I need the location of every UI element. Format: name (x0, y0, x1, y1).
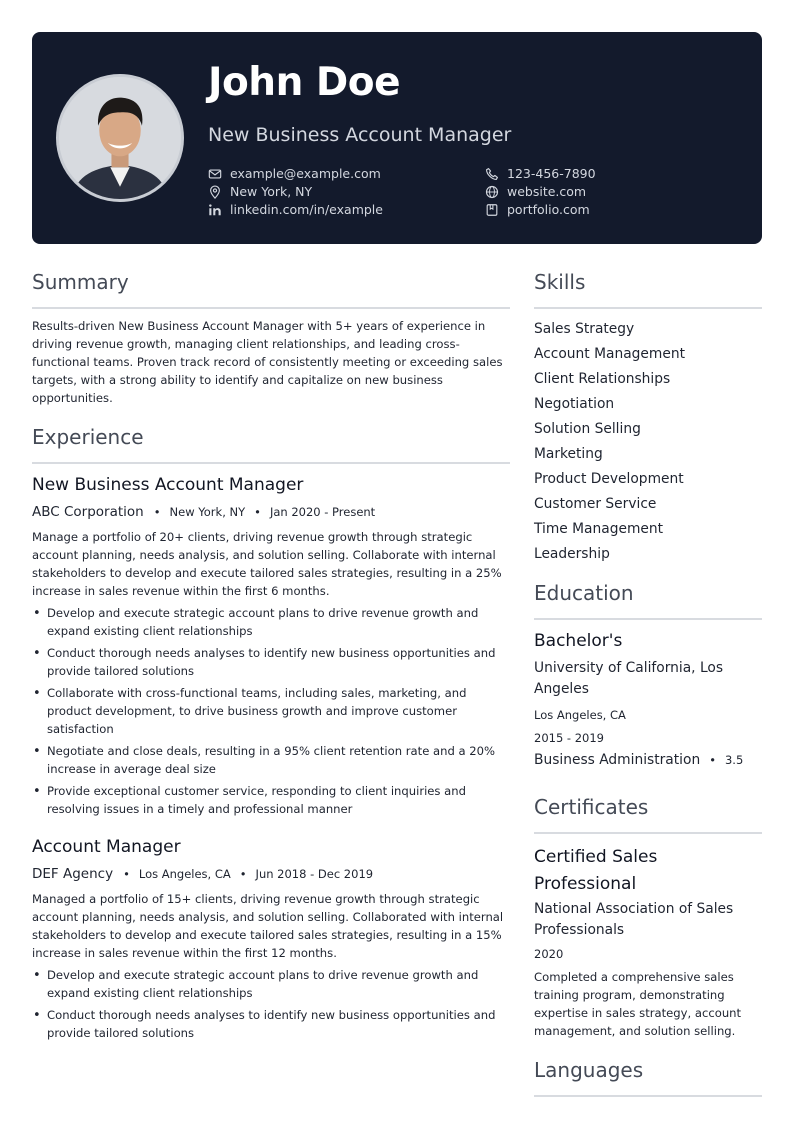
list-item: • Negotiate and close deals, resulting in a 95% client retention rate and a 20% increase in average deal size (32, 742, 512, 778)
education-school: University of California, Los Angeles (534, 660, 724, 697)
list-item: • Develop and execute strategic account plans to drive revenue growth and expand existing client relationships (32, 604, 512, 640)
map-pin-icon (208, 185, 222, 199)
list-item: • Conduct thorough needs analyses to identify new business opportunities and provide tailored solutions (32, 1006, 512, 1042)
linkedin-icon (208, 203, 222, 217)
job-title: New Business Account Manager (32, 475, 304, 495)
skill-item: Customer Service (534, 496, 657, 512)
education-divider (534, 618, 762, 620)
skill-item: Client Relationships (534, 371, 671, 387)
resume-header (32, 32, 762, 244)
education-dates: 2015 - 2019 (534, 731, 604, 745)
skill-item: Leadership (534, 546, 610, 562)
job-dates: Jun 2018 - Dec 2019 (255, 867, 374, 881)
globe-icon (485, 185, 499, 199)
email-text: example@example.com (230, 166, 381, 181)
contact-email[interactable] (208, 166, 381, 181)
location-text: New York, NY (230, 184, 313, 199)
job-meta (32, 866, 373, 882)
portfolio-icon (485, 203, 499, 217)
meta-separator: • (709, 753, 716, 767)
website-text: website.com (507, 184, 587, 199)
skill-item: Marketing (534, 446, 603, 462)
job-title: Account Manager (32, 837, 181, 857)
contact-website[interactable] (485, 184, 586, 199)
person-photo-icon (59, 77, 181, 199)
contact-portfolio[interactable] (485, 202, 590, 217)
contact-linkedin[interactable] (208, 202, 383, 217)
skills-list (534, 317, 685, 567)
meta-separator: • (123, 867, 130, 881)
languages-divider (534, 1095, 762, 1097)
avatar (56, 74, 184, 202)
job-company: ABC Corporation (32, 504, 144, 520)
meta-separator: • (153, 505, 161, 519)
skill-item: Solution Selling (534, 421, 641, 437)
certificates-divider (534, 832, 762, 834)
phone-text: 123-456-7890 (507, 166, 596, 181)
contact-phone[interactable] (485, 166, 596, 181)
languages-heading: Languages (534, 1058, 644, 1082)
linkedin-text: linkedin.com/in/example (230, 202, 383, 217)
skill-item: Account Management (534, 346, 685, 362)
skill-item: Product Development (534, 471, 684, 487)
education-field-row (534, 752, 743, 768)
experience-divider (32, 462, 510, 464)
certificate-year: 2020 (534, 947, 564, 961)
portfolio-text: portfolio.com (507, 202, 590, 217)
summary-text: Results-driven New Business Account Manager with 5+ years of experience in driving revenue growth, managing client relationships, and leading cross-functional teams. Proven track record of consistently meeting or exceeding sales targets, with a strong ability to identify and capitalize on new business opportunities. (32, 319, 503, 405)
certificates-heading: Certificates (534, 795, 649, 819)
education-heading: Education (534, 581, 634, 605)
candidate-name: John Doe (208, 60, 401, 105)
certificate-description: Completed a comprehensive sales training program, demonstrating expertise in sales strategy, account management, and solution selling. (534, 970, 742, 1038)
skill-item: Time Management (534, 521, 664, 537)
job-location: Los Angeles, CA (138, 867, 231, 881)
skills-heading: Skills (534, 270, 586, 294)
education-degree: Bachelor's (534, 631, 623, 651)
list-item: • Conduct thorough needs analyses to identify new business opportunities and provide tailored solutions (32, 644, 512, 680)
job-bullets (32, 604, 512, 822)
job-company: DEF Agency (32, 866, 114, 882)
experience-heading: Experience (32, 425, 144, 449)
job-location: New York, NY (169, 505, 246, 519)
education-field: Business Administration (534, 752, 701, 768)
meta-separator: • (239, 867, 247, 881)
job-description: Managed a portfolio of 15+ clients, driving revenue growth through strategic account planning, needs analysis, and solution selling. Collaborated with internal stakeholders to develop and execute tailored sales strategies, resulting in a 15% increase in sales revenue within the first 12 months. (32, 892, 504, 960)
job-description: Manage a portfolio of 20+ clients, driving revenue growth through strategic account planning, needs analysis, and solution selling. Collaborate with internal stakeholders to develop and execute tailored sales strategies, resulting in a 25% increase in sales revenue within the first 6 months. (32, 530, 502, 598)
list-item: • Provide exceptional customer service, responding to client inquiries and resolving issues in a timely and professional manner (32, 782, 512, 818)
list-item: • Collaborate with cross-functional teams, including sales, marketing, and product development, to drive business growth and improve customer satisfaction (32, 684, 512, 738)
candidate-title: New Business Account Manager (208, 124, 512, 146)
job-dates: Jan 2020 - Present (269, 505, 376, 519)
skills-divider (534, 307, 762, 309)
summary-heading: Summary (32, 270, 129, 294)
profile-photo (59, 77, 181, 199)
job-meta (32, 504, 375, 520)
meta-separator: • (254, 505, 261, 519)
list-item: • Develop and execute strategic account plans to drive revenue growth and expand existing client relationships (32, 966, 512, 1002)
education-gpa: 3.5 (724, 753, 744, 767)
skill-item: Sales Strategy (534, 321, 635, 337)
mail-icon (208, 167, 222, 181)
certificate-issuer: National Association of Sales Professionals (534, 901, 734, 938)
summary-divider (32, 307, 510, 309)
job-bullets (32, 966, 512, 1046)
phone-icon (485, 167, 499, 181)
education-location: Los Angeles, CA (534, 708, 626, 722)
skill-item: Negotiation (534, 396, 615, 412)
contact-location (208, 184, 312, 199)
certificate-name: Certified Sales Professional (534, 847, 658, 894)
